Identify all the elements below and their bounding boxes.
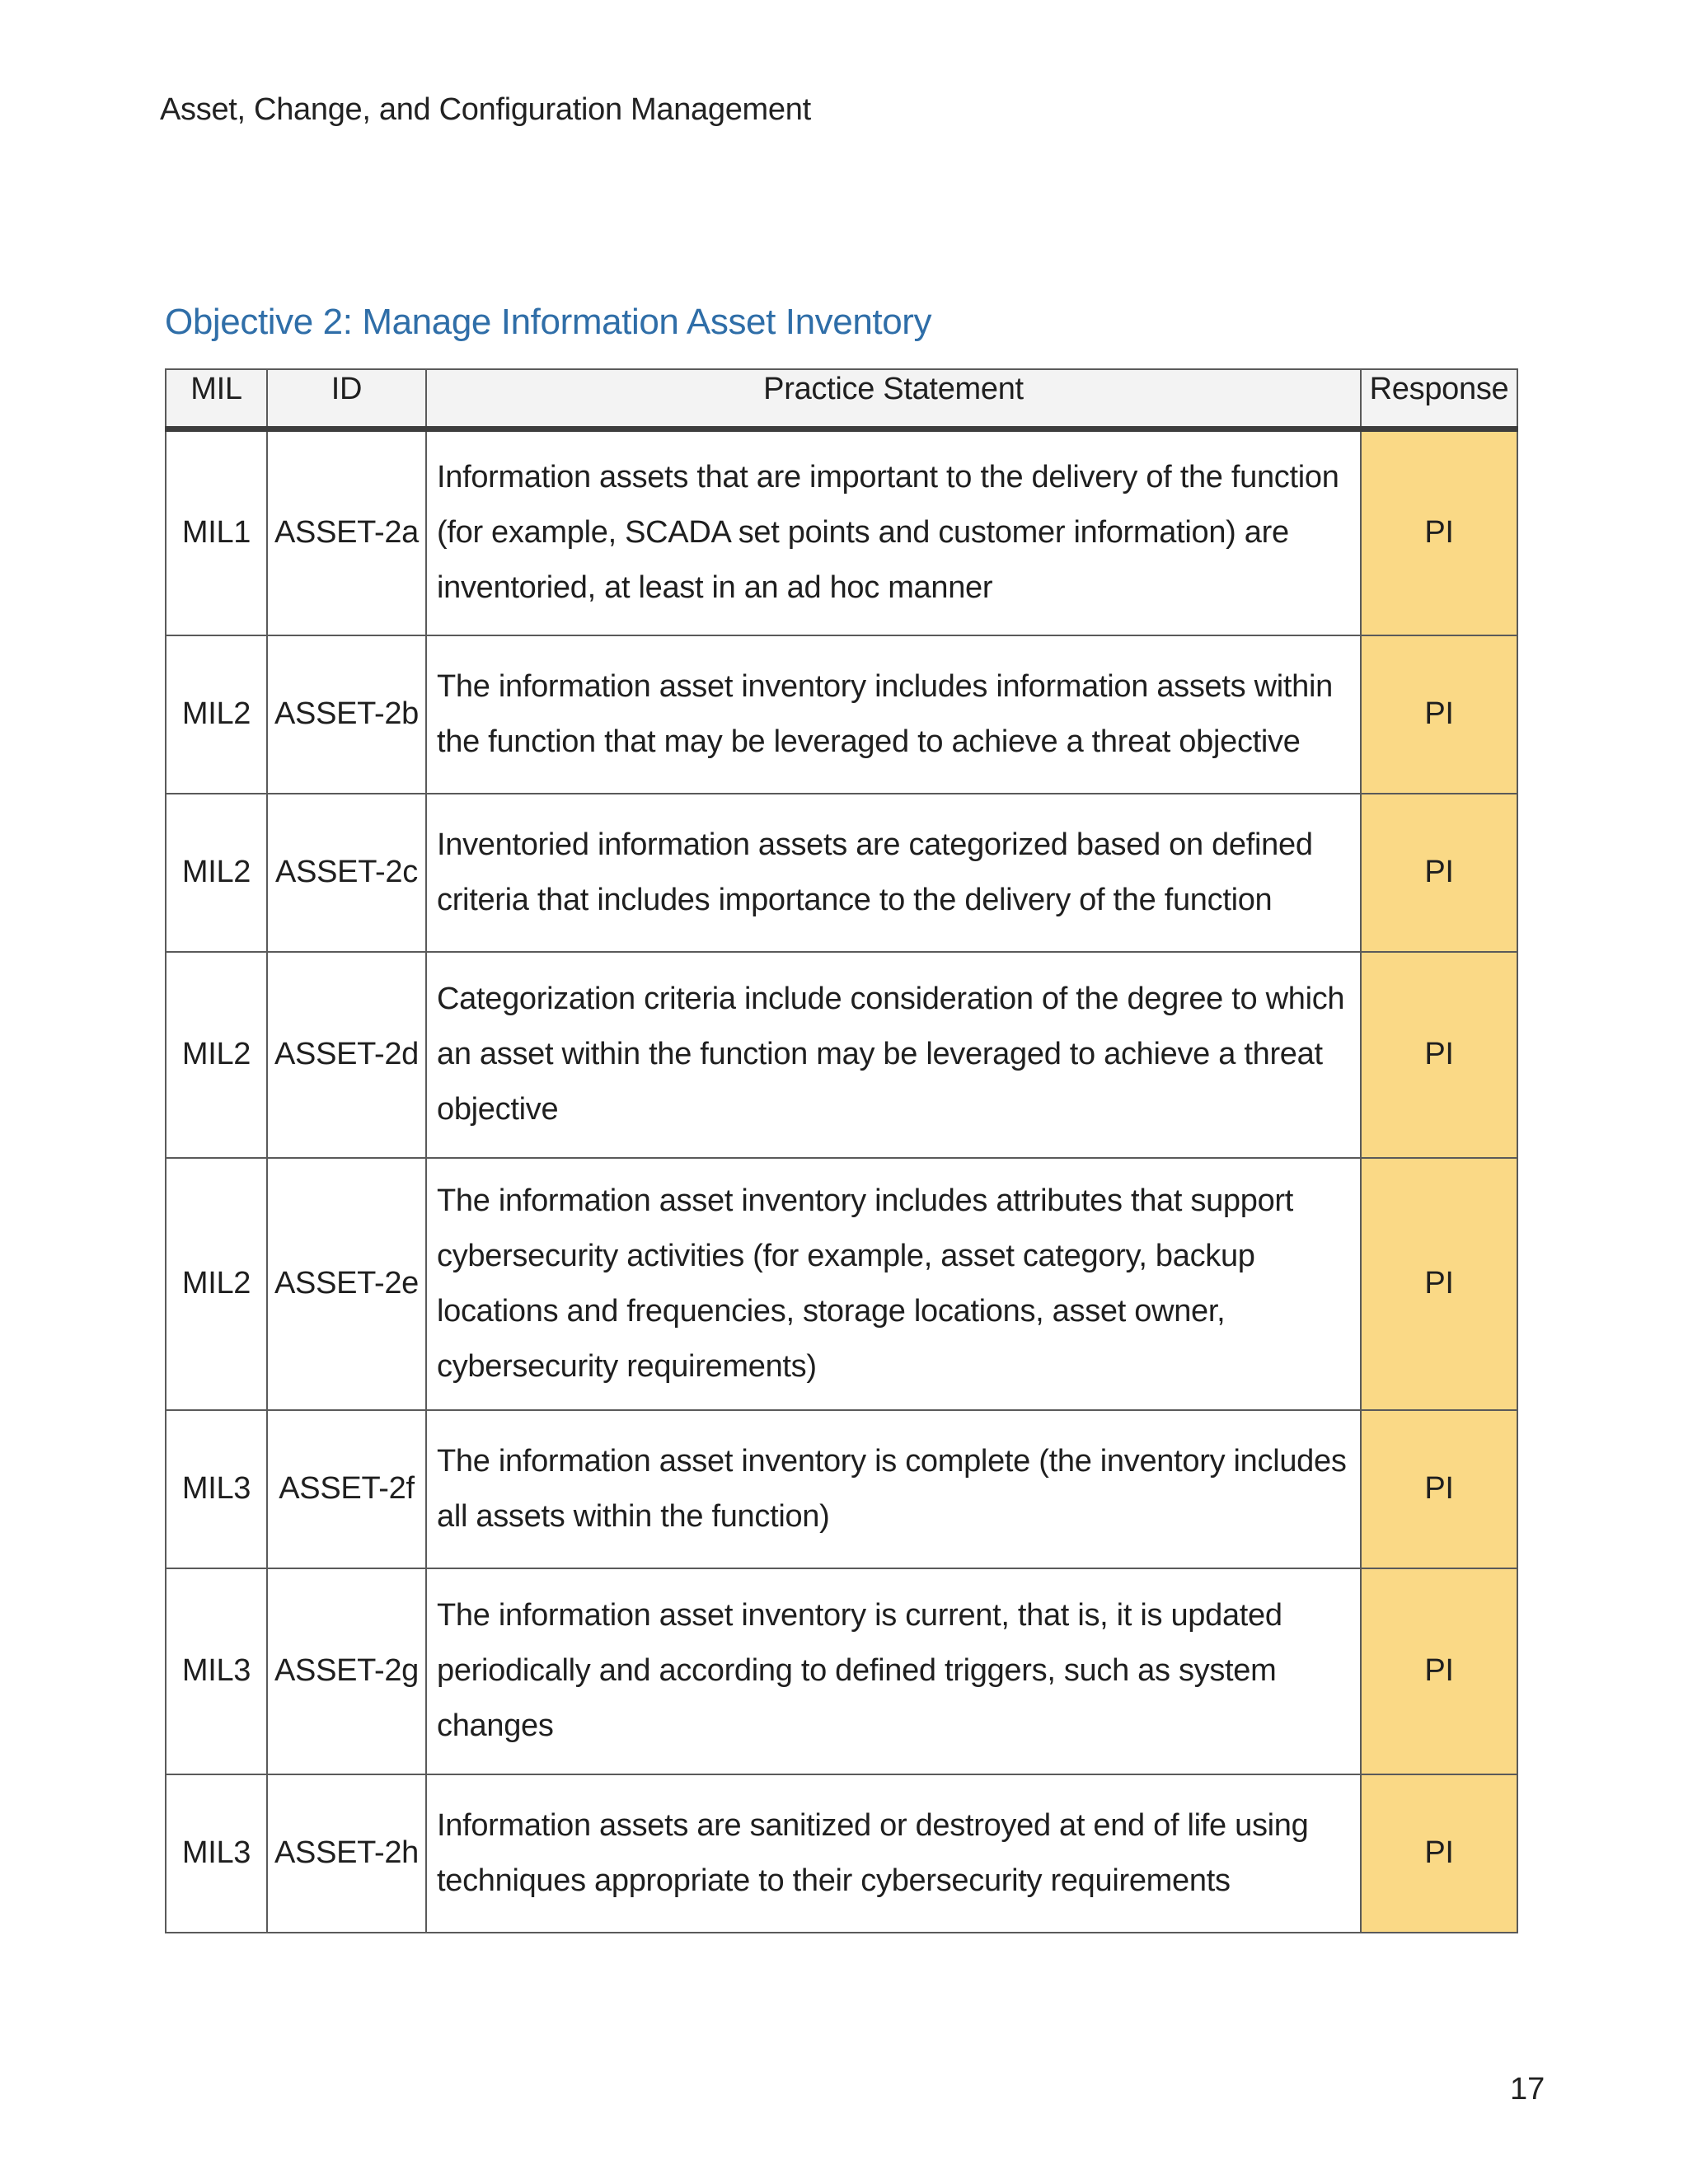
table-row	[166, 1410, 1517, 1568]
id-cell: ASSET-2h	[267, 1774, 426, 1933]
column-header-mil: MIL	[166, 369, 267, 429]
response-cell: PI	[1361, 635, 1517, 794]
statement-cell: The information asset inventory includes information assets within the function that may be leveraged to achieve a threat objective	[426, 635, 1361, 794]
table-row	[166, 635, 1517, 794]
mil-cell: MIL3	[166, 1774, 267, 1933]
statement-cell: The information asset inventory is current, that is, it is updated periodically and according to defined triggers, such as system changes	[426, 1568, 1361, 1774]
table-row	[166, 1158, 1517, 1410]
practice-table	[165, 368, 1518, 1933]
id-cell: ASSET-2c	[267, 794, 426, 952]
page-number: 17	[1510, 2072, 1545, 2107]
table-row	[166, 794, 1517, 952]
mil-cell: MIL3	[166, 1568, 267, 1774]
mil-cell: MIL1	[166, 429, 267, 635]
mil-cell: MIL2	[166, 952, 267, 1158]
id-cell: ASSET-2a	[267, 429, 426, 635]
statement-cell: Information assets that are important to the delivery of the function (for example, SCADA set points and customer information) are inventoried, at least in an ad hoc manner	[426, 429, 1361, 635]
response-cell: PI	[1361, 1774, 1517, 1933]
statement-cell: Inventoried information assets are categorized based on defined criteria that includes importance to the delivery of the function	[426, 794, 1361, 952]
response-cell: PI	[1361, 1410, 1517, 1568]
statement-cell: Information assets are sanitized or destroyed at end of life using techniques appropriate to their cybersecurity requirements	[426, 1774, 1361, 1933]
statement-cell: The information asset inventory includes attributes that support cybersecurity activities (for example, asset category, backup locations and frequencies, storage locations, asset owner, cybersecurity requirements)	[426, 1158, 1361, 1410]
response-cell: PI	[1361, 952, 1517, 1158]
mil-cell: MIL2	[166, 1158, 267, 1410]
id-cell: ASSET-2f	[267, 1410, 426, 1568]
table-row	[166, 1568, 1517, 1774]
section-title: Objective 2: Manage Information Asset Inventory	[165, 302, 932, 342]
response-cell: PI	[1361, 1568, 1517, 1774]
response-cell: PI	[1361, 429, 1517, 635]
column-header-practice-statement: Practice Statement	[426, 369, 1361, 429]
statement-cell: Categorization criteria include consideration of the degree to which an asset within the function may be leveraged to achieve a threat objective	[426, 952, 1361, 1158]
column-header-response: Response	[1361, 369, 1517, 429]
table-row	[166, 429, 1517, 635]
column-header-id: ID	[267, 369, 426, 429]
id-cell: ASSET-2g	[267, 1568, 426, 1774]
table-header-row	[166, 369, 1517, 429]
mil-cell: MIL3	[166, 1410, 267, 1568]
table-row	[166, 952, 1517, 1158]
id-cell: ASSET-2d	[267, 952, 426, 1158]
response-cell: PI	[1361, 1158, 1517, 1410]
mil-cell: MIL2	[166, 794, 267, 952]
id-cell: ASSET-2e	[267, 1158, 426, 1410]
running-header: Asset, Change, and Configuration Management	[160, 92, 811, 127]
statement-cell: The information asset inventory is complete (the inventory includes all assets within the function)	[426, 1410, 1361, 1568]
id-cell: ASSET-2b	[267, 635, 426, 794]
response-cell: PI	[1361, 794, 1517, 952]
mil-cell: MIL2	[166, 635, 267, 794]
table-row	[166, 1774, 1517, 1933]
